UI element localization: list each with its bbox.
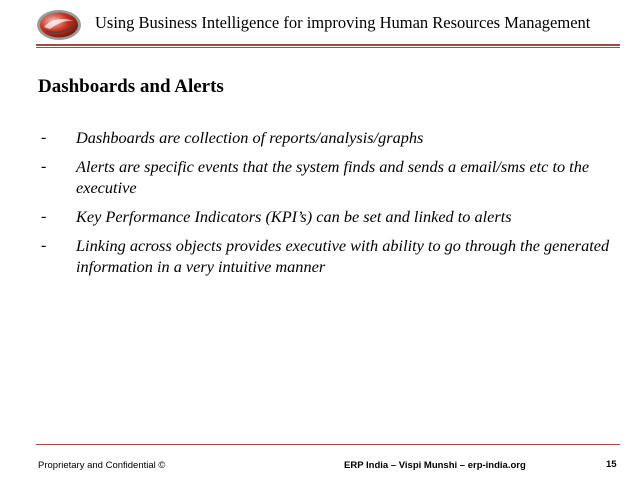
list-item	[38, 235, 620, 277]
erp-india-logo-icon	[36, 9, 82, 41]
bullet-text: Alerts are specific events that the system finds and sends a email/sms etc to the executive	[76, 157, 590, 197]
bullet-list	[38, 127, 620, 285]
footer-copyright: Proprietary and Confidential ©	[38, 460, 166, 471]
list-item	[38, 206, 620, 227]
header-divider-thin	[36, 47, 620, 48]
bullet-marker: -	[41, 158, 47, 175]
bullet-marker: -	[41, 237, 47, 254]
bullet-text: Dashboards are collection of reports/analysis/graphs	[76, 128, 424, 147]
bullet-marker: -	[41, 208, 47, 225]
list-item	[38, 127, 620, 148]
bullet-marker: -	[41, 129, 47, 146]
footer-divider	[36, 444, 620, 445]
bullet-text: Linking across objects provides executive with ability to go through the generated information in a very intuitive manner	[76, 236, 610, 276]
header-title: Using Business Intelligence for improving Human Resources Management	[95, 13, 591, 32]
slide-title: Dashboards and Alerts	[38, 76, 224, 97]
bullet-text: Key Performance Indicators (KPI’s) can be set and linked to alerts	[76, 207, 512, 226]
header-divider	[36, 44, 620, 46]
page-number: 15	[606, 459, 617, 470]
footer-attribution: ERP India – Vispi Munshi – erp-india.org	[344, 460, 526, 471]
list-item	[38, 156, 620, 198]
